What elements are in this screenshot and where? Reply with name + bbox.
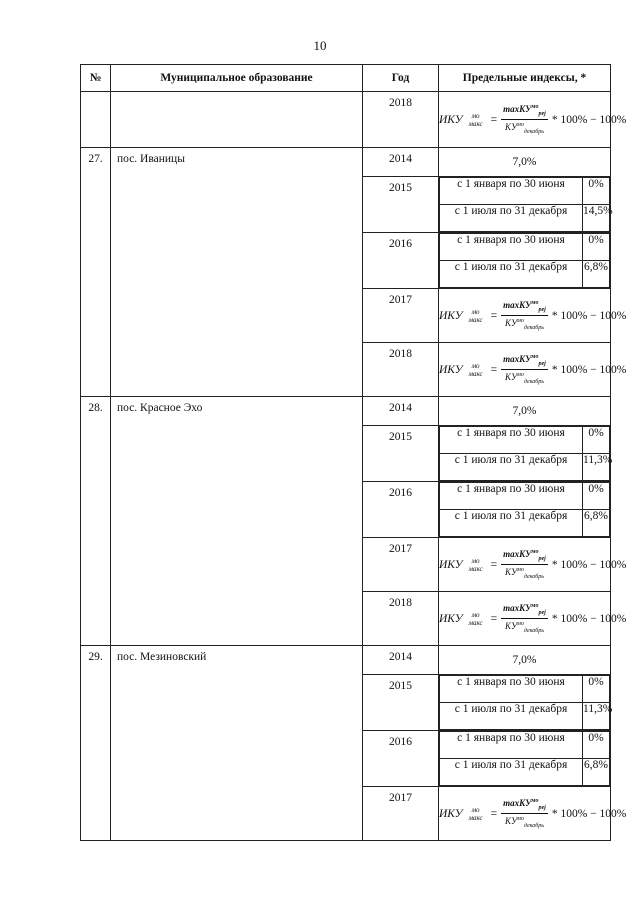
table-row bbox=[81, 92, 611, 148]
index-cell bbox=[439, 426, 611, 482]
period-cell: с 1 июля по 31 декабря bbox=[440, 454, 583, 481]
formula: ИКУ мо макс = $\frac{\max KУ^{мо}_{рej}}{KУ^{мо}_{декабрь}}$ * 100% − 100% bbox=[439, 603, 627, 634]
year-cell: 2016 bbox=[363, 233, 439, 289]
year-cell: 2014 bbox=[363, 397, 439, 426]
table-header-row bbox=[81, 65, 611, 92]
formula-cell bbox=[439, 787, 627, 841]
value-cell: 0% bbox=[583, 234, 610, 261]
year-cell: 2015 bbox=[363, 177, 439, 233]
index-cell bbox=[439, 731, 611, 787]
formula-cell bbox=[439, 538, 627, 592]
table-row bbox=[81, 397, 611, 426]
municipality-cell: пос. Красное Эхо bbox=[111, 397, 363, 646]
formula: ИКУ мо макс = $\frac{\max KУ^{мо}_{рej}}{KУ^{мо}_{декабрь}}$ * 100% − 100% bbox=[439, 354, 627, 385]
formula-cell bbox=[439, 92, 627, 148]
period-cell: с 1 января по 30 июня bbox=[440, 483, 583, 510]
num-cell bbox=[81, 92, 111, 148]
formula: ИКУ мо макс = $\frac{\max KУ^{мо}_{рej}}{KУ^{мо}_{декабрь}}$ * 100% − 100% bbox=[439, 549, 627, 580]
municipality-cell: пос. Мезиновский bbox=[111, 646, 363, 841]
year-cell: 2018 bbox=[363, 343, 439, 397]
period-cell: с 1 июля по 31 декабря bbox=[440, 510, 583, 537]
year-cell: 2017 bbox=[363, 289, 439, 343]
value-cell: 11,3% bbox=[583, 703, 610, 730]
year-cell: 2018 bbox=[363, 92, 439, 148]
indices-table bbox=[80, 64, 627, 841]
year-cell: 2017 bbox=[363, 538, 439, 592]
value-cell: 0% bbox=[583, 483, 610, 510]
num-cell: 29. bbox=[81, 646, 111, 841]
year-cell: 2018 bbox=[363, 592, 439, 646]
page-number: 10 bbox=[313, 38, 327, 53]
num-cell: 27. bbox=[81, 148, 111, 397]
index-cell bbox=[439, 177, 611, 233]
index-cell bbox=[439, 233, 611, 289]
formula: ИКУ мо макс = $\frac{\max KУ^{мо}_{рej}}{KУ^{мо}_{декабрь}}$ * 100% − 100% bbox=[439, 300, 627, 331]
period-cell: с 1 июля по 31 декабря bbox=[440, 759, 583, 786]
value-cell: 14,5% bbox=[583, 205, 610, 232]
period-cell: с 1 января по 30 июня bbox=[440, 676, 583, 703]
value-cell: 0% bbox=[583, 676, 610, 703]
period-cell: с 1 июля по 31 декабря bbox=[440, 703, 583, 730]
value-cell: 0% bbox=[583, 427, 610, 454]
value-cell: 11,3% bbox=[583, 454, 610, 481]
formula-cell bbox=[439, 289, 627, 343]
municipality-cell: пос. Иваницы bbox=[111, 148, 363, 397]
year-cell: 2014 bbox=[363, 646, 439, 675]
period-cell: с 1 января по 30 июня bbox=[440, 178, 583, 205]
period-cell: с 1 января по 30 июня bbox=[440, 234, 583, 261]
period-cell: с 1 января по 30 июня bbox=[440, 732, 583, 759]
index-cell bbox=[439, 482, 611, 538]
year-cell: 2014 bbox=[363, 148, 439, 177]
period-cell: с 1 июля по 31 декабря bbox=[440, 205, 583, 232]
municipality-cell bbox=[111, 92, 363, 148]
table-row bbox=[81, 646, 611, 675]
period-cell: с 1 июля по 31 декабря bbox=[440, 261, 583, 288]
col-header-year: Год bbox=[363, 65, 439, 92]
value-cell: 0% bbox=[583, 732, 610, 759]
formula: ИКУ мо макс = $\frac{\max KУ^{мо}_{рej}}{KУ^{мо}_{декабрь}}$ * 100% − 100% bbox=[439, 104, 627, 135]
formula-cell bbox=[439, 343, 627, 397]
year-cell: 2016 bbox=[363, 731, 439, 787]
value-cell: 6,8% bbox=[583, 510, 610, 537]
value-cell: 0% bbox=[583, 178, 610, 205]
period-cell: с 1 января по 30 июня bbox=[440, 427, 583, 454]
num-cell: 28. bbox=[81, 397, 111, 646]
year-cell: 2017 bbox=[363, 787, 439, 841]
formula-cell bbox=[439, 592, 627, 646]
index-cell: 7,0% bbox=[439, 397, 611, 426]
value-cell: 6,8% bbox=[583, 261, 610, 288]
col-header-num: № bbox=[81, 65, 111, 92]
index-cell: 7,0% bbox=[439, 148, 611, 177]
value-cell: 6,8% bbox=[583, 759, 610, 786]
year-cell: 2015 bbox=[363, 426, 439, 482]
col-header-indices: Предельные индексы, * bbox=[439, 65, 611, 92]
index-cell: 7,0% bbox=[439, 646, 611, 675]
formula: ИКУ мо макс = $\frac{\max KУ^{мо}_{рej}}{KУ^{мо}_{декабрь}}$ * 100% − 100% bbox=[439, 798, 627, 829]
table-row bbox=[81, 148, 611, 177]
year-cell: 2015 bbox=[363, 675, 439, 731]
year-cell: 2016 bbox=[363, 482, 439, 538]
col-header-municipality: Муниципальное образование bbox=[111, 65, 363, 92]
index-cell bbox=[439, 675, 611, 731]
